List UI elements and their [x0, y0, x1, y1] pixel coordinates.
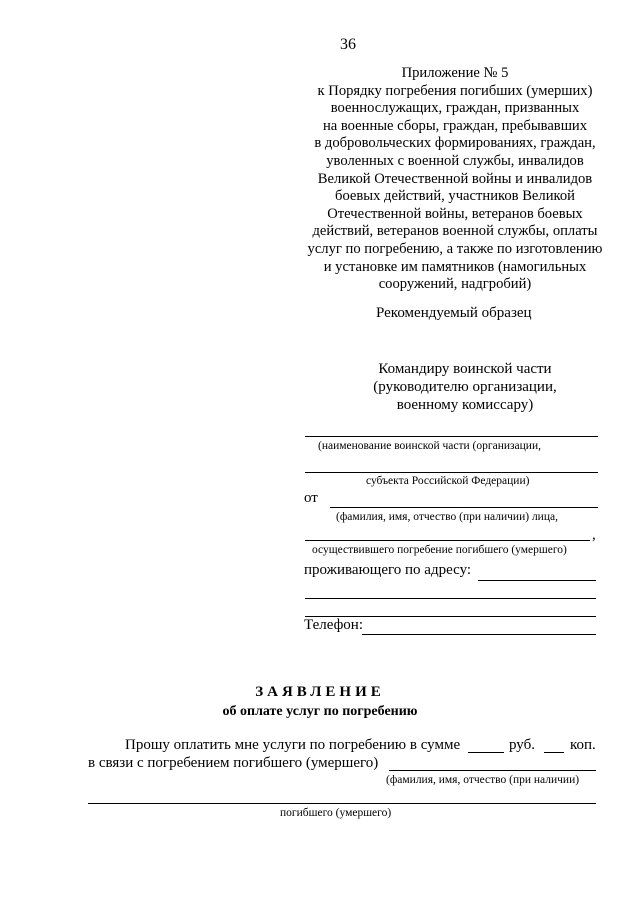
phone-label: Телефон:	[304, 617, 363, 633]
request-text: Прошу оплатить мне услуги по погребению в сумме	[125, 737, 461, 753]
applicant-field-caption-2: осуществившего погребение погибшего (умершего)	[312, 544, 567, 556]
appendix-line: и установке им памятников (намогильных	[323, 258, 587, 275]
applicant-field-line[interactable]	[330, 507, 598, 508]
appendix-line: сооружений, надгробий)	[378, 276, 532, 293]
appendix-line: Великой Отечественной войны и инвалидов	[317, 170, 593, 187]
address-field-line[interactable]	[478, 580, 596, 581]
appendix-line: боевых действий, участников Великой	[335, 188, 575, 205]
unit-field-line[interactable]	[305, 436, 598, 437]
unit-field-caption: (наименование воинской части (организации,	[318, 440, 541, 452]
kop-amount-line[interactable]	[544, 752, 564, 753]
appendix-line: на военные сборы, граждан, пребывавших	[322, 117, 588, 134]
deceased-name-line[interactable]	[389, 770, 596, 771]
appendix-line: услуг по погребению, а также по изготовлению	[307, 240, 603, 257]
appendix-line: военнослужащих, граждан, призванных	[330, 100, 580, 117]
addressee-line: (руководителю организации,	[373, 379, 557, 395]
region-field-caption: субъекта Российской Федерации)	[366, 475, 530, 487]
appendix-title: Приложение № 5	[401, 65, 509, 81]
comma: ,	[592, 527, 596, 543]
appendix-line: в добровольческих формированиях, граждан,	[314, 135, 596, 152]
sample-label: Рекомендуемый образец	[376, 305, 532, 321]
rub-label: руб.	[509, 737, 535, 753]
phone-field-line[interactable]	[362, 634, 596, 635]
appendix-line: к Порядку погребения погибших (умерших)	[317, 82, 593, 99]
applicant-field-caption: (фамилия, имя, отчество (при наличии) лица,	[336, 511, 558, 523]
kop-label: коп.	[570, 737, 596, 753]
deceased-caption: (фамилия, имя, отчество (при наличии)	[386, 774, 580, 786]
addressee-block	[325, 360, 605, 414]
rub-amount-line[interactable]	[468, 752, 504, 753]
address-field-line-2[interactable]	[305, 598, 596, 599]
address-label: проживающего по адресу:	[304, 562, 472, 578]
deceased-name-line-2[interactable]	[88, 803, 596, 804]
deceased-caption-2: погибшего (умершего)	[280, 807, 392, 819]
appendix-line: действий, ветеранов военной службы, оплаты	[312, 223, 598, 240]
statement-title: ЗАЯВЛЕНИЕ	[255, 684, 385, 700]
region-field-line[interactable]	[305, 472, 598, 473]
appendix-line: уволенных с военной службы, инвалидов	[326, 152, 584, 169]
appendix-line: Отечественной войны, ветеранов боевых	[327, 205, 583, 222]
appendix-header	[280, 65, 630, 294]
connection-text: в связи с погребением погибшего (умершего)	[88, 755, 379, 771]
applicant-field-line-2[interactable]	[305, 540, 590, 541]
from-label: от	[304, 490, 318, 506]
page-number: 36	[340, 36, 356, 53]
addressee-line: Командиру воинской части	[378, 361, 552, 377]
addressee-line: военному комиссару)	[396, 397, 534, 413]
statement-subtitle: об оплате услуг по погребению	[222, 704, 418, 719]
